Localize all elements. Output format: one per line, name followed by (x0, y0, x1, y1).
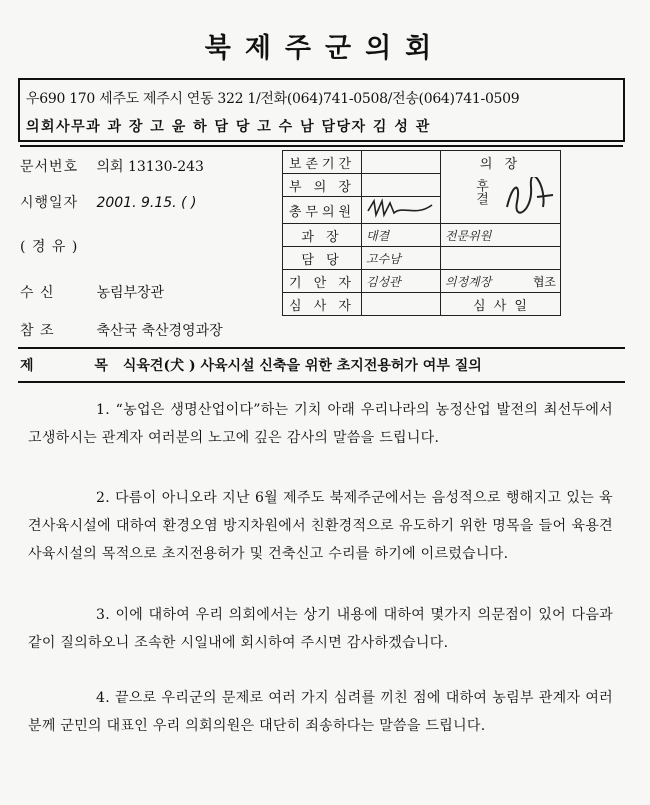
reviewer-label: 심 사 자 (283, 293, 362, 316)
retention-cell (362, 151, 441, 174)
date-label: 시행일자 (20, 195, 79, 211)
via-row (20, 236, 92, 256)
drafter-cell-2 (441, 270, 561, 293)
secretary-cell (362, 197, 441, 224)
body-paragraph-2: 2. 다름이 아니오라 지난 6월 제주도 북제주군에서는 음성적으로 행해지고 있는 육견사육시설에 대하여 환경오염 방지차원에서 친환경적으로 유도하기 위한 명목을 들어 육용견 사육시설의 목적으로 초지전용허가 및 건축신고 수리를 하기에 이르렀습니다. (28, 490, 613, 562)
recipient-label: 수 신 (20, 285, 55, 301)
director-cell (362, 224, 441, 247)
review-date-cell (441, 293, 561, 316)
reviewer-cell (362, 293, 441, 316)
after-approval-mark: 후결 (473, 179, 488, 205)
doc-number-row (20, 156, 204, 176)
subject-rule-bottom (18, 381, 625, 383)
member-cell (441, 224, 561, 247)
drafter-label: 기 안 자 (283, 270, 362, 293)
speaker-cell (441, 151, 561, 224)
deputy-label: 부 의 장 (283, 174, 362, 197)
approval-row-drafter (283, 270, 561, 293)
subject-rule-top (18, 347, 625, 349)
manager-cell (362, 247, 441, 270)
approval-table (282, 150, 561, 316)
director-signature: 대결 (366, 228, 390, 243)
director-label: 과 장 (283, 224, 362, 247)
doc-number-value: 의회 13130-243 (96, 159, 204, 175)
speaker-signature (503, 177, 555, 220)
speaker-label: 의 장 (479, 157, 522, 172)
secretary-label: 총무의원 (283, 197, 362, 224)
member-signature: 전문위원 (445, 228, 492, 243)
subject-row (20, 355, 482, 375)
staff-line: 의회사무과 과 장 고 윤 하 담 당 고 수 남 담당자 김 성 관 (26, 119, 431, 135)
recipient-row (20, 282, 164, 302)
retention-label: 보존기간 (283, 151, 362, 174)
secretary-signature (366, 197, 436, 219)
reference-label: 참 조 (20, 323, 55, 339)
date-value: 2001. 9.15. ( ) (96, 195, 197, 211)
approval-row-reviewer (283, 293, 561, 316)
doc-number-label: 문서번호 (20, 159, 79, 175)
recipient-value: 농림부장관 (96, 285, 165, 301)
manager-label: 담 당 (283, 247, 362, 270)
drafter-cell (362, 270, 441, 293)
reference-value: 축산국 축산경영과장 (96, 323, 223, 339)
subject-label: 제 목 (20, 358, 136, 374)
drafter-signature-2: 의정계장 (445, 274, 492, 289)
approval-row-manager (283, 247, 561, 270)
manager-extra-cell (441, 247, 561, 270)
reference-row (20, 320, 223, 340)
approval-row-director (283, 224, 561, 247)
body-paragraph-4: 4. 끝으로 우리군의 문제로 여러 가지 심려를 끼친 점에 대하여 농림부 관계자 여러분께 군민의 대표인 우리 의회의원은 대단히 죄송하다는 말씀을 드립니다. (28, 690, 613, 734)
letterhead-box (18, 78, 625, 142)
via-label: ( 경 유 ) (20, 239, 79, 255)
deputy-cell (362, 174, 441, 197)
body-paragraph-3: 3. 이에 대하여 우리 의회에서는 상기 내용에 대하여 몇가지 의문점이 있어 다음과 같이 질의하오니 조속한 시일내에 회시하여 주시면 감사하겠습니다. (28, 607, 613, 651)
review-date-label: 심 사 일 (473, 298, 529, 314)
body-paragraph-1: 1. “농업은 생명산업이다”하는 기치 아래 우리나라의 농정산업 발전의 최선두에서 고생하시는 관계자 여러분의 노고에 깊은 감사의 말씀을 드립니다. (28, 402, 613, 446)
coop-label: 협조 (532, 274, 556, 289)
drafter-signature: 김성관 (366, 274, 401, 289)
subject-value: 식육견(犬 ) 사육시설 신축을 위한 초지전용허가 여부 질의 (122, 358, 482, 374)
page-title: 북제주군의회 (204, 33, 446, 64)
approval-row-retention (283, 151, 561, 174)
date-row (20, 192, 196, 212)
manager-signature: 고수남 (366, 251, 401, 266)
address-line: 우690 170 세주도 제주시 연동 322 1/전화(064)741-0508/전송(064)741-0509 (26, 91, 520, 107)
